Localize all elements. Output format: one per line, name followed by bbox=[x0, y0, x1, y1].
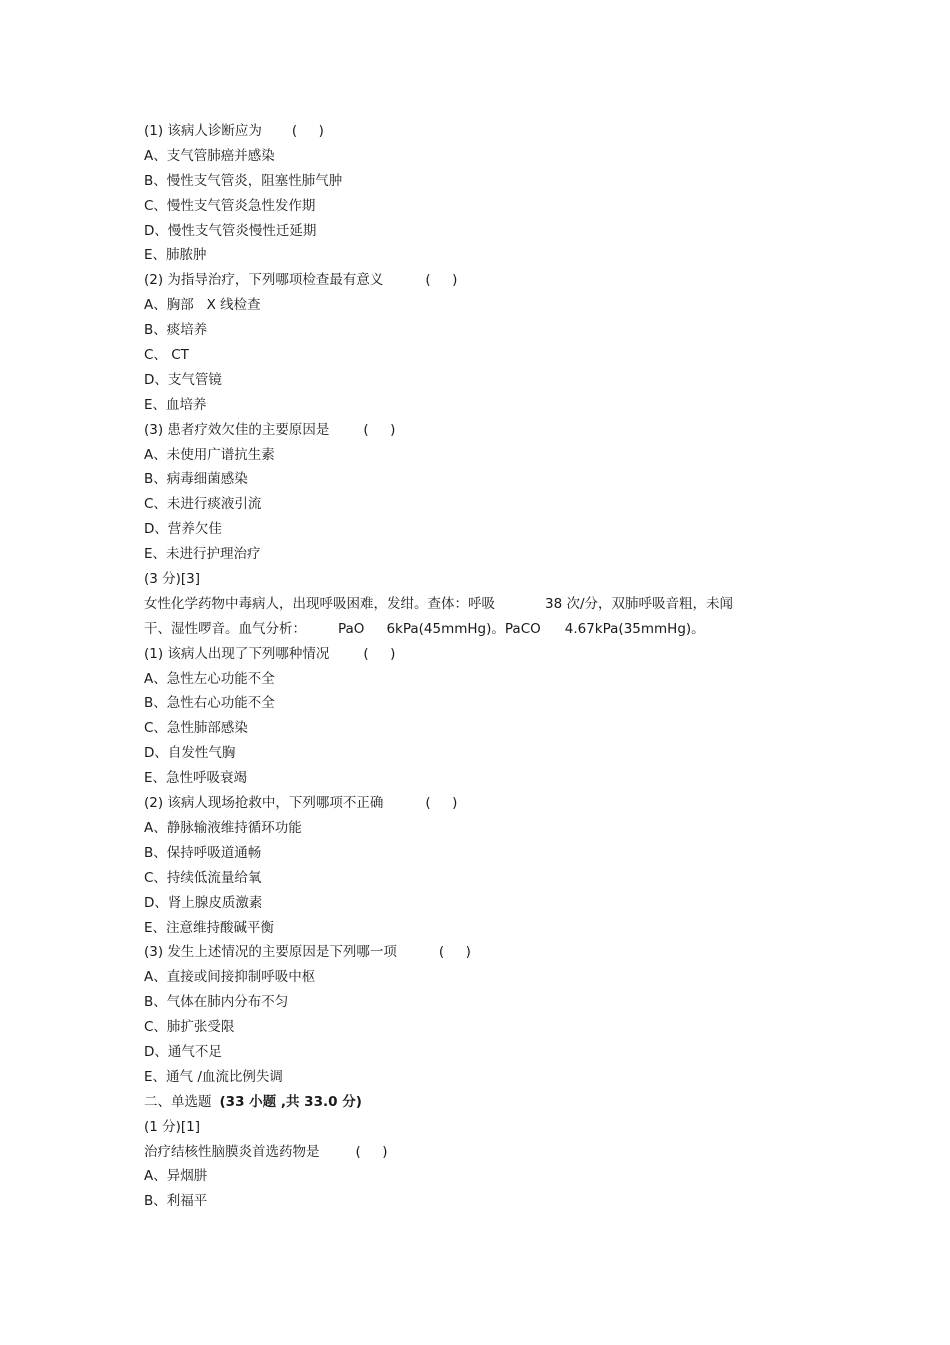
option-c: C、 CT bbox=[144, 347, 189, 364]
answer-blank: ( ) bbox=[438, 944, 471, 961]
option-d: D、营养欠佳 bbox=[144, 521, 222, 538]
answer-blank: ( ) bbox=[355, 1143, 388, 1160]
option-d: D、支气管镜 bbox=[144, 371, 222, 388]
question-text: (1) 该病人诊断应为 bbox=[144, 123, 262, 139]
answer-blank: ( ) bbox=[363, 645, 396, 662]
question-header: (1 分)[1] bbox=[144, 1118, 201, 1135]
option-e: E、急性呼吸衰竭 bbox=[144, 770, 248, 787]
answer-blank: ( ) bbox=[425, 795, 458, 812]
question-text: (3) 发生上述情况的主要原因是下列哪一项 bbox=[144, 944, 397, 961]
option-a: A、未使用广谱抗生素 bbox=[144, 446, 275, 463]
option-d: D、慢性支气管炎慢性迁延期 bbox=[144, 222, 317, 239]
option-b: B、急性右心功能不全 bbox=[144, 695, 275, 712]
option-d: D、通气不足 bbox=[144, 1043, 222, 1060]
case-scenario-line bbox=[144, 592, 804, 617]
option-c: C、肺扩张受限 bbox=[144, 1019, 235, 1036]
option-c: C、持续低流量给氧 bbox=[144, 869, 262, 886]
option-a: A、胸部 X 线检查 bbox=[144, 297, 261, 314]
section-score: (33 小题 ,共 33.0 分) bbox=[219, 1093, 362, 1110]
option-b: B、保持呼吸道通畅 bbox=[144, 844, 262, 861]
option-b: B、利福平 bbox=[144, 1193, 208, 1210]
option-a: A、异烟肼 bbox=[144, 1168, 208, 1185]
answer-blank: ( ) bbox=[363, 421, 396, 438]
option-b: B、病毒细菌感染 bbox=[144, 471, 248, 488]
answer-blank: ( ) bbox=[291, 123, 324, 139]
exam-page bbox=[144, 119, 804, 1214]
section-title bbox=[144, 1090, 804, 1115]
option-e: E、肺脓肿 bbox=[144, 247, 207, 264]
blood-gas-pao: PaO bbox=[338, 620, 365, 637]
question-text: 治疗结核性脑膜炎首选药物是 bbox=[144, 1143, 320, 1160]
answer-blank: ( ) bbox=[425, 272, 458, 289]
option-a: A、静脉输液维持循环功能 bbox=[144, 819, 302, 836]
section-title-text: 二、单选题 bbox=[144, 1093, 212, 1110]
option-a: A、支气管肺癌并感染 bbox=[144, 147, 275, 164]
option-a: A、直接或间接抑制呼吸中枢 bbox=[144, 969, 316, 986]
option-b: B、慢性支气管炎，阻塞性肺气肿 bbox=[144, 172, 343, 189]
option-e: E、未进行护理治疗 bbox=[144, 546, 261, 563]
case-scenario-line bbox=[144, 617, 804, 642]
question-text: (2) 该病人现场抢救中，下列哪项不正确 bbox=[144, 795, 384, 812]
question-stem bbox=[144, 642, 804, 667]
option-c: C、急性肺部感染 bbox=[144, 720, 248, 737]
question-text: (2) 为指导治疗，下列哪项检查最有意义 bbox=[144, 272, 384, 289]
option-e: E、注意维持酸碱平衡 bbox=[144, 919, 275, 936]
question-text: (3) 患者疗效欠佳的主要原因是 bbox=[144, 421, 330, 438]
scenario-text: 女性化学药物中毒病人，出现呼吸困难，发绀。查体：呼吸 bbox=[144, 595, 495, 612]
option-d: D、肾上腺皮质激素 bbox=[144, 894, 263, 911]
scenario-text: 38 次/分，双肺呼吸音粗，未闻 bbox=[545, 595, 734, 612]
option-c: C、未进行痰液引流 bbox=[144, 496, 262, 513]
question-stem bbox=[144, 268, 804, 293]
question-stem bbox=[144, 791, 804, 816]
option-d: D、自发性气胸 bbox=[144, 745, 236, 762]
option-b: B、气体在肺内分布不匀 bbox=[144, 994, 289, 1011]
blood-gas-paco: 6kPa(45mmHg)。PaCO bbox=[386, 620, 541, 637]
blood-gas-value: 4.67kPa(35mmHg)。 bbox=[564, 620, 705, 637]
option-e: E、血培养 bbox=[144, 396, 207, 413]
question-stem bbox=[144, 418, 804, 443]
option-c: C、慢性支气管炎急性发作期 bbox=[144, 197, 316, 214]
question-stem bbox=[144, 1140, 804, 1165]
option-b: B、痰培养 bbox=[144, 322, 208, 339]
option-a: A、急性左心功能不全 bbox=[144, 670, 275, 687]
scenario-text: 干、湿性啰音。血气分析： bbox=[144, 620, 306, 637]
option-e: E、通气 /血流比例失调 bbox=[144, 1068, 283, 1085]
case-header: (3 分)[3] bbox=[144, 571, 201, 588]
question-stem bbox=[144, 119, 804, 144]
question-text: (1) 该病人出现了下列哪种情况 bbox=[144, 645, 330, 662]
question-stem bbox=[144, 940, 804, 965]
